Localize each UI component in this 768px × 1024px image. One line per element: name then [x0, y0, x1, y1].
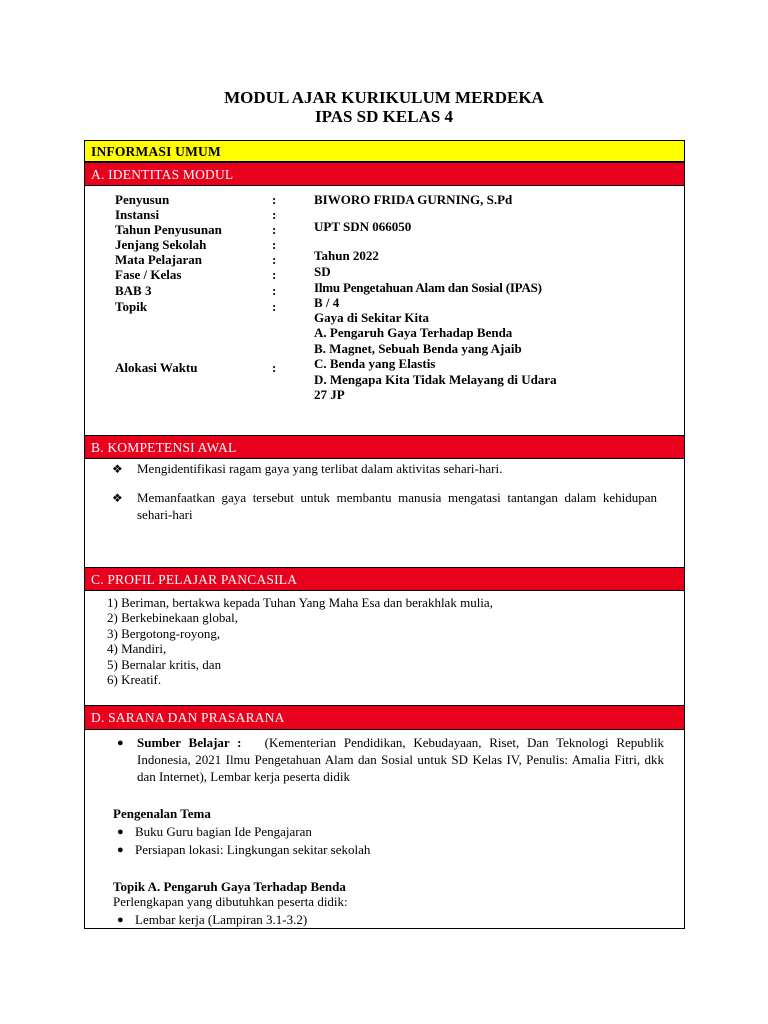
label-jenjang-sekolah: Jenjang Sekolah — [115, 237, 207, 252]
profil-item: 3) Bergotong-royong, — [107, 626, 221, 641]
diamond-bullet-icon: ❖ — [112, 462, 123, 476]
value-fase-kelas: B / 4 — [314, 295, 340, 310]
sumber-belajar — [137, 734, 664, 785]
colon: : — [272, 237, 277, 252]
sarana-header: D. SARANA DAN PRASARANA — [84, 705, 685, 730]
diamond-bullet-icon: ❖ — [112, 491, 123, 505]
colon: : — [272, 360, 277, 375]
colon: : — [272, 252, 277, 267]
profil-item: 1) Beriman, bertakwa kepada Tuhan Yang Maha Esa dan berakhlak mulia, — [107, 595, 493, 610]
kompetensi-header: B. KOMPETENSI AWAL — [84, 435, 685, 459]
kompetensi-item: Mengidentifikasi ragam gaya yang terlibat dalam aktivitas sehari-hari. — [137, 461, 503, 476]
doc-title-line2: IPAS SD KELAS 4 — [314, 107, 454, 126]
colon: : — [272, 192, 277, 207]
label-instansi: Instansi — [115, 207, 160, 222]
colon: : — [272, 267, 277, 282]
identitas-header: A. IDENTITAS MODUL — [84, 162, 685, 186]
value-topik-a: A. Pengaruh Gaya Terhadap Benda — [314, 325, 513, 340]
value-alokasi-waktu: 27 JP — [314, 387, 345, 402]
label-fase-kelas: Fase / Kelas — [115, 267, 182, 282]
informasi-umum-header: INFORMASI UMUM — [84, 140, 685, 162]
label-penyusun: Penyusun — [115, 192, 170, 207]
colon: : — [272, 283, 277, 298]
value-penyusun: BIWORO FRIDA GURNING, S.Pd — [314, 192, 513, 207]
pengenalan-item: Buku Guru bagian Ide Pengajaran — [135, 824, 312, 839]
value-mata-pelajaran: Ilmu Pengetahuan Alam dan Sosial (IPAS) — [314, 280, 542, 295]
colon: : — [272, 207, 277, 222]
label-topik: Topik — [115, 299, 148, 314]
kompetensi-item: Memanfaatkan gaya tersebut untuk membantu manusia mengatasi tantangan dalam kehidupan sehari-hari — [137, 490, 657, 522]
sumber-belajar-label: Sumber Belajar : — [137, 735, 242, 750]
profil-item: 2) Berkebinekaan global, — [107, 610, 239, 625]
topik-a-subtitle: Perlengkapan yang dibutuhkan peserta didik: — [113, 894, 348, 909]
label-tahun-penyusunan: Tahun Penyusunan — [115, 222, 222, 237]
bullet-icon: ● — [117, 737, 124, 749]
profil-item: 4) Mandiri, — [107, 641, 167, 656]
bullet-icon: ● — [117, 914, 124, 926]
colon: : — [272, 222, 277, 237]
value-jenjang: SD — [314, 264, 331, 279]
topik-a-title: Topik A. Pengaruh Gaya Terhadap Benda — [113, 879, 346, 894]
value-bab: Gaya di Sekitar Kita — [314, 310, 429, 325]
value-topik-c: C. Benda yang Elastis — [314, 356, 436, 371]
pengenalan-item: Persiapan lokasi: Lingkungan sekitar sekolah — [135, 842, 371, 857]
value-topik-b: B. Magnet, Sebuah Benda yang Ajaib — [314, 341, 522, 356]
profil-header: C. PROFIL PELAJAR PANCASILA — [84, 567, 685, 591]
profil-item: 5) Bernalar kritis, dan — [107, 657, 222, 672]
label-bab: BAB 3 — [115, 283, 152, 298]
colon: : — [272, 299, 277, 314]
sumber-belajar-text: (Kementerian Pendidikan, Kebudayaan, Riset, Dan Teknologi Republik Indonesia, 2021 Ilmu Pengetahuan Alam dan Sosial untuk SD Kelas IV, Penulis: Amalia Fitri, dkk dan Internet), Lembar kerja peserta didik — [137, 735, 664, 784]
value-tahun: Tahun 2022 — [314, 248, 379, 263]
pengenalan-tema-title: Pengenalan Tema — [113, 806, 211, 821]
value-instansi: UPT SDN 066050 — [314, 219, 412, 234]
doc-title-line1: MODUL AJAR KURIKULUM MERDEKA — [224, 88, 544, 107]
label-mata-pelajaran: Mata Pelajaran — [115, 252, 203, 267]
bullet-icon: ● — [117, 826, 124, 838]
bullet-icon: ● — [117, 844, 124, 856]
value-topik-d: D. Mengapa Kita Tidak Melayang di Udara — [314, 372, 557, 387]
topik-a-item: Lembar kerja (Lampiran 3.1-3.2) — [135, 912, 308, 927]
label-alokasi-waktu: Alokasi Waktu — [115, 360, 198, 375]
profil-item: 6) Kreatif. — [107, 672, 162, 687]
